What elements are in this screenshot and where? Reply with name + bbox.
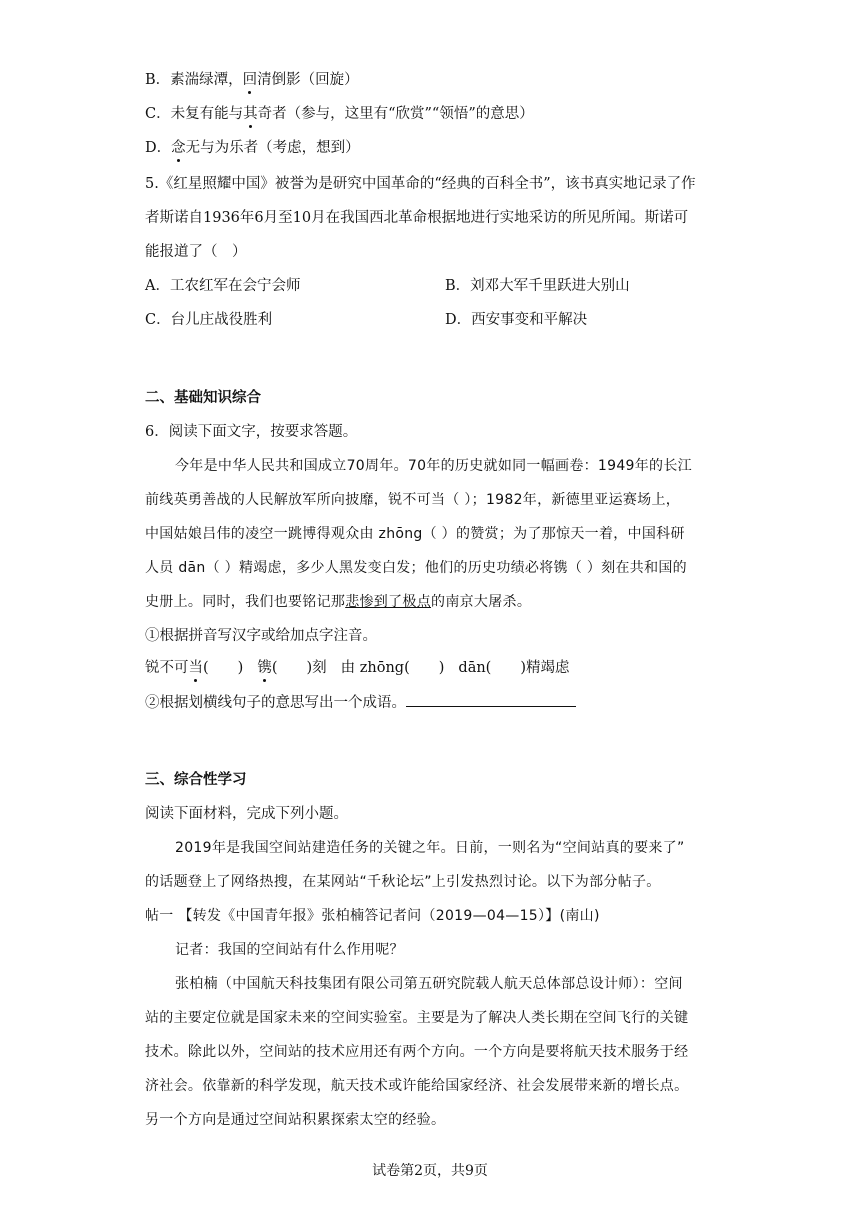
q6-sub1-prompt: ①根据拼音写汉字或给加点字注音。 (145, 628, 377, 644)
emphasis-dot-char: 镌 (257, 660, 272, 676)
section-3-passage-line-1: 2019年是我国空间站建造任务的关键之年。日前，一则名为“空间站真的要来了” (175, 840, 685, 856)
q6-passage-line-4: 人员 dān（ ）精竭虑，多少人黑发变白发；他们的历史功绩必将镌（ ）刻在共和国的 (145, 560, 687, 576)
q5-option-c: C．台儿庄战役胜利 (145, 312, 273, 328)
answer-line-4: 济社会。依靠新的科学发现，航天技术或许能给国家经济、社会发展带来新的增长点。 (145, 1078, 689, 1094)
q4-option-c: C．未复有能与其奇者（参与，这里有“欣赏”“领悟”的意思） (145, 106, 534, 122)
q5-option-d: D．西安事变和平解决 (445, 312, 588, 328)
q6-sub1-items: 锐不可当( ) 镌( )刻 由 zhōng( ) dān( )精竭虑 (145, 660, 570, 676)
emphasis-dot-char: 念 (171, 140, 186, 156)
answer-blank[interactable]: 由 zhōng( ) (340, 660, 445, 676)
q5-stem-line-3: 能报道了（ ） (145, 244, 247, 260)
emphasis-dot-char: 回 (242, 72, 258, 88)
page-footer: 试卷第2页，共9页 (372, 1163, 488, 1179)
q6-passage-line-1: 今年是中华人民共和国成立70周年。70年的历史就如同一幅画卷：1949年的长江 (175, 458, 692, 474)
answer-line-3: 技术。除此以外，空间站的技术应用还有两个方向。一个方向是要将航天技术服务于经 (145, 1044, 689, 1060)
q5-option-a: A．工农红军在会宁会师 (145, 278, 301, 294)
answer-blank[interactable]: ( )刻 (271, 660, 327, 676)
q6-passage-line-2: 前线英勇善战的人民解放军所向披靡，锐不可当（ ）；1982年，新德里亚运赛场上， (145, 492, 681, 508)
q4-option-d: D．念无与为乐者（考虑，想到） (145, 140, 360, 156)
section-3-heading: 三、综合性学习 (145, 772, 247, 788)
answer-blank[interactable]: dān( )精竭虑 (458, 660, 570, 676)
section-3-intro: 阅读下面材料，完成下列小题。 (145, 806, 348, 822)
underlined-phrase: 悲惨到了极点 (345, 594, 432, 610)
q6-passage-line-3: 中国姑娘吕伟的凌空一跳博得观众由 zhōng（ ）的赞赏；为了那惊天一着，中国科研 (145, 526, 685, 542)
reporter-question: 记者：我国的空间站有什么作用呢？ (175, 942, 404, 958)
answer-line-2: 站的主要定位就是国家未来的空间实验室。主要是为了解决人类长期在空间飞行的关键 (145, 1010, 689, 1026)
section-2-heading: 二、基础知识综合 (145, 390, 261, 406)
q6-passage-line-5: 史册上。同时，我们也要铭记那悲惨到了极点的南京大屠杀。 (145, 594, 532, 610)
q5-stem-line-2: 者斯诺自1936年6月至10月在我国西北革命根据地进行实地采访的所见所闻。斯诺可 (145, 210, 689, 226)
section-3-passage-line-2: 的话题登上了网络热搜，在某网站“千秋论坛”上引发热烈讨论。以下为部分帖子。 (145, 874, 661, 890)
q5-stem-line-1: 5.《红星照耀中国》被誉为是研究中国革命的“经典的百科全书”，该书真实地记录了作 (145, 176, 696, 192)
emphasis-dot-char: 其 (243, 106, 258, 122)
answer-line-5: 另一个方向是通过空间站积累探索太空的经验。 (145, 1112, 446, 1128)
answer-line[interactable] (406, 692, 576, 707)
post-1-header: 帖一 【转发《中国青年报》张柏楠答记者问（2019—04—15）】(南山) (145, 908, 600, 924)
answer-line-1: 张柏楠（中国航天科技集团有限公司第五研究院载人航天总体部总设计师）：空间 (175, 976, 683, 992)
q6-stem: 6．阅读下面文字，按要求答题。 (145, 424, 358, 440)
q5-option-b: B．刘邓大军千里跃进大别山 (445, 278, 630, 294)
emphasis-dot-char: 当 (188, 660, 203, 676)
q4-option-b: B．素湍绿潭，回清倒影（回旋） (145, 72, 359, 88)
answer-blank[interactable]: ( ) (203, 660, 244, 676)
q6-sub2-prompt: ②根据划横线句子的意思写出一个成语。 (145, 692, 576, 713)
